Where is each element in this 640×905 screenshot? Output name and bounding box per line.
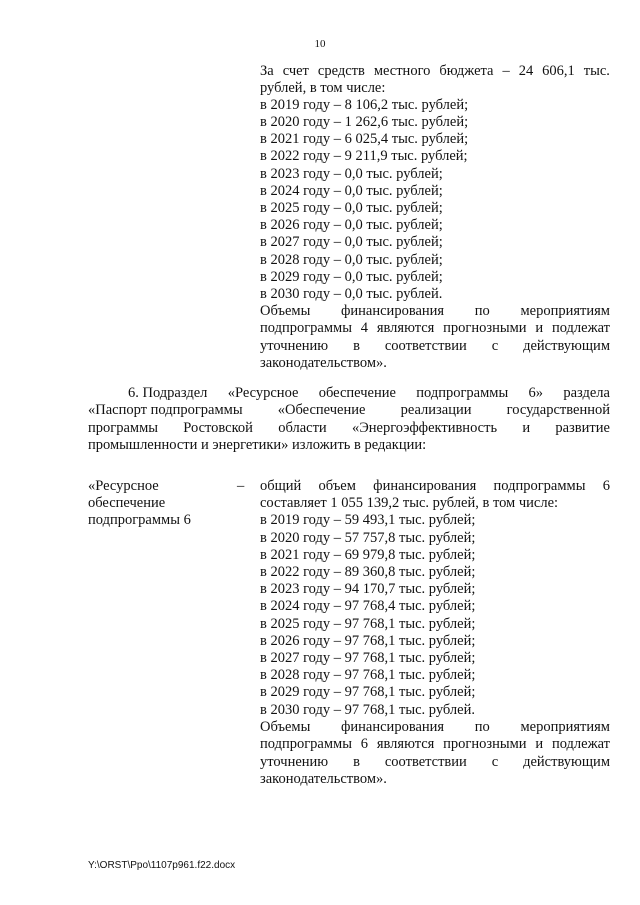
word: государственной [506,402,610,418]
top-year-2022: в 2022 году – 9 211,9 тыс. рублей; [260,148,468,164]
word: Объемы [260,719,311,735]
word: по [474,719,490,735]
word: подлежат [551,320,610,336]
word: «Обеспечение [277,402,366,418]
top-year-2024: в 2024 году – 0,0 тыс. рублей; [260,183,443,199]
top-year-2028: в 2028 году – 0,0 тыс. рублей; [260,252,443,268]
word: счет [282,63,309,79]
word: подпрограммы [260,320,352,336]
bottom-year-2023: в 2023 году – 94 170,7 тыс. рублей; [260,581,476,597]
bottom-note-line-3 [260,754,610,771]
top-year-2030: в 2030 году – 0,0 тыс. рублей. [260,286,443,302]
word: общий [260,478,302,494]
word: прогнозными [443,736,527,752]
word: соответствии [384,338,467,354]
word: средств [317,63,365,79]
word: 4 [360,320,369,336]
top-year-2026: в 2026 году – 0,0 тыс. рублей; [260,217,443,233]
top-year-2020: в 2020 году – 1 262,6 тыс. рублей; [260,114,469,130]
word: 606,1 [542,63,575,79]
word: уточнению [260,338,329,354]
word: и [535,736,544,752]
word: «Энергоэффективность [351,420,498,436]
bottom-note-line-4: законодательством». [260,771,387,787]
bottom-note-line-1 [260,719,610,736]
word: финансирования [341,719,445,735]
word: объем [318,478,356,494]
bottom-note-line-2 [260,736,610,753]
word: мероприятиям [520,303,610,319]
top-note-line-2 [260,320,610,337]
word: являются [376,736,435,752]
word: по [474,303,490,319]
word: раздела [563,385,610,401]
word: За [260,63,274,79]
bottom-year-2019: в 2019 году – 59 493,1 тыс. рублей; [260,512,476,528]
bottom-year-2027: в 2027 году – 97 768,1 тыс. рублей; [260,650,476,666]
word: Объемы [260,303,311,319]
bottom-year-2030: в 2030 году – 97 768,1 тыс. рублей. [260,702,475,718]
file-path-footer: Y:\ORST\Ppo\1107p961.f22.docx [88,860,236,871]
word: и [535,320,544,336]
top-year-2025: в 2025 году – 0,0 тыс. рублей; [260,200,443,216]
word: подпрограммы [260,736,352,752]
word: являются [376,320,435,336]
bottom-year-2025: в 2025 году – 97 768,1 тыс. рублей; [260,616,476,632]
word: 6 [602,478,610,494]
section6-line-1 [128,385,610,402]
bottom-year-2021: в 2021 году – 69 979,8 тыс. рублей; [260,547,476,563]
word: действующим [523,338,610,354]
top-year-2021: в 2021 году – 6 025,4 тыс. рублей; [260,131,469,147]
word: бюджета [439,63,494,79]
top-intro-line [260,63,610,80]
word: программы [88,420,158,436]
word: финансирования [373,478,477,494]
word: области [278,420,327,436]
word: соответствии [384,754,467,770]
word: 6 [360,736,369,752]
word: и [522,420,531,436]
bottom-year-2028: в 2028 году – 97 768,1 тыс. рублей; [260,667,476,683]
resource-label-2: обеспечение [88,495,166,511]
word: с [491,754,499,770]
word: Ростовской [183,420,253,436]
word: 6. Подраздел [128,385,208,401]
word: обеспечение [318,385,396,401]
bottom-year-2020: в 2020 году – 57 757,8 тыс. рублей; [260,530,476,546]
word: с [491,338,499,354]
word: «Ресурсное [227,385,299,401]
bottom-year-2022: в 2022 году – 89 360,8 тыс. рублей; [260,564,476,580]
word: действующим [523,754,610,770]
section6-line-2 [88,402,610,419]
top-intro-line-2: рублей, в том числе: [260,80,386,96]
word: финансирования [341,303,445,319]
word: уточнению [260,754,329,770]
top-year-2029: в 2029 году – 0,0 тыс. рублей; [260,269,443,285]
resource-label-1: «Ресурсное [88,478,159,494]
top-note-line-4: законодательством». [260,355,387,371]
word: – [502,63,510,79]
word: 24 [518,63,534,79]
word: местного [373,63,431,79]
word: «Паспорт подпрограммы [88,402,243,418]
bottom-intro-line-2: составляет 1 055 139,2 тыс. рублей, в том числе: [260,495,559,511]
word: в [353,338,360,354]
word: 6» [528,385,544,401]
word: реализации [400,402,472,418]
bottom-year-2029: в 2029 году – 97 768,1 тыс. рублей; [260,684,476,700]
section6-line-4: промышленности и энергетики» изложить в редакции: [88,437,427,453]
section6-line-3 [88,420,610,437]
word: подпрограммы [416,385,509,401]
label-dash: – [237,478,245,494]
page-number: 10 [314,38,326,50]
top-note-line-3 [260,338,610,355]
word: подлежат [551,736,610,752]
top-year-2027: в 2027 году – 0,0 тыс. рублей; [260,234,443,250]
word: развитие [555,420,610,436]
word: в [353,754,360,770]
bottom-intro-line [260,478,610,495]
top-year-2019: в 2019 году – 8 106,2 тыс. рублей; [260,97,469,113]
word: подпрограммы [493,478,586,494]
bottom-year-2024: в 2024 году – 97 768,4 тыс. рублей; [260,598,476,614]
top-year-2023: в 2023 году – 0,0 тыс. рублей; [260,166,443,182]
resource-label-3: подпрограммы 6 [88,512,191,528]
top-note-line-1 [260,303,610,320]
bottom-year-2026: в 2026 году – 97 768,1 тыс. рублей; [260,633,476,649]
word: тыс. [583,63,610,79]
word: мероприятиям [520,719,610,735]
word: прогнозными [443,320,527,336]
